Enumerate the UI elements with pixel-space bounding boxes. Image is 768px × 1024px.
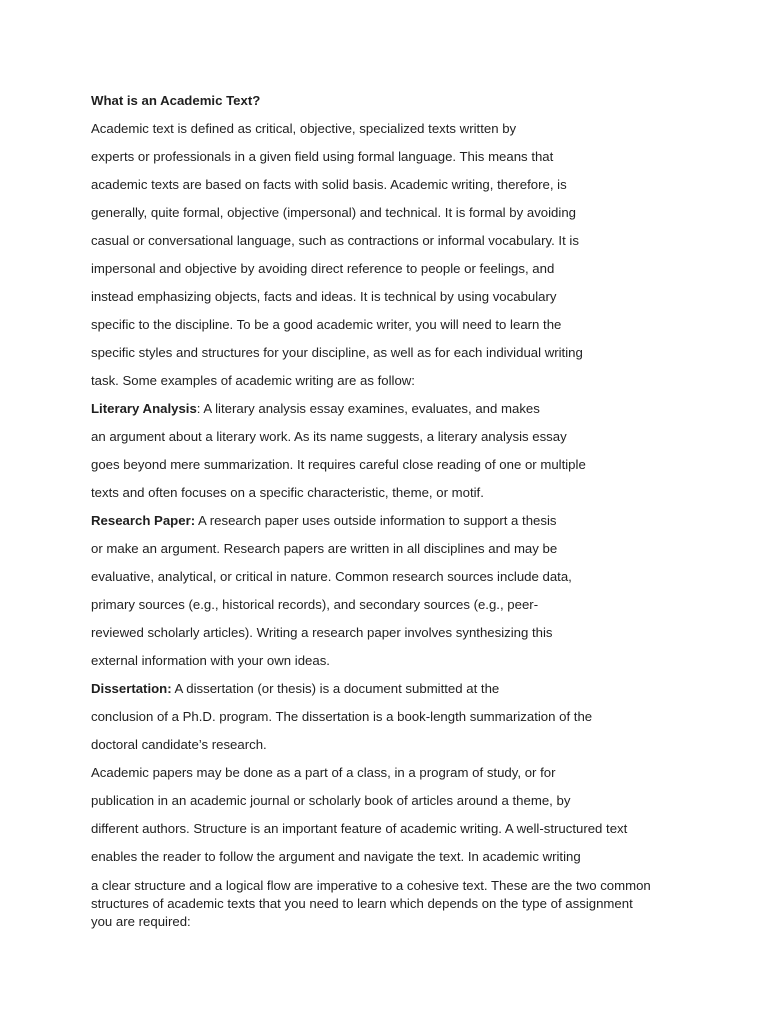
research-paper-line: primary sources (e.g., historical records), and secondary sources (e.g., peer-: [91, 597, 539, 612]
literary-analysis-line: an argument about a literary work. As its name suggests, a literary analysis essay: [91, 429, 567, 444]
research-paper-line: evaluative, analytical, or critical in nature. Common research sources include data,: [91, 569, 572, 584]
literary-analysis-line: goes beyond mere summarization. It requires careful close reading of one or multiple: [91, 457, 586, 472]
dissertation-term: Dissertation:: [91, 681, 172, 696]
dissertation-line: doctoral candidate’s research.: [91, 737, 267, 752]
document-title: What is an Academic Text?: [91, 93, 261, 108]
intro-line: casual or conversational language, such as contractions or informal vocabulary. It is: [91, 233, 579, 248]
intro-line: impersonal and objective by avoiding direct reference to people or feelings, and: [91, 261, 555, 276]
intro-paragraph: [91, 115, 691, 395]
intro-line: specific to the discipline. To be a good academic writer, you will need to learn the: [91, 317, 562, 332]
research-paper-line: or make an argument. Research papers are written in all disciplines and may be: [91, 541, 558, 556]
closing-line: enables the reader to follow the argument and navigate the text. In academic writing: [91, 849, 581, 864]
intro-line: generally, quite formal, objective (impersonal) and technical. It is formal by avoiding: [91, 205, 576, 220]
closing-paragraph: [91, 759, 691, 931]
dissertation-section: [91, 675, 691, 759]
intro-line: instead emphasizing objects, facts and ideas. It is technical by using vocabulary: [91, 289, 557, 304]
dissertation-line: conclusion of a Ph.D. program. The dissertation is a book-length summarization of the: [91, 709, 593, 724]
literary-analysis-text: : A literary analysis essay examines, evaluates, and makes: [196, 401, 540, 416]
literary-analysis-first-line: [91, 395, 691, 423]
research-paper-line: external information with your own ideas.: [91, 653, 330, 668]
research-paper-first-line: [91, 507, 691, 535]
research-paper-text: A research paper uses outside information to support a thesis: [195, 513, 557, 528]
intro-line: academic texts are based on facts with solid basis. Academic writing, therefore, is: [91, 177, 567, 192]
intro-line: experts or professionals in a given field using formal language. This means that: [91, 149, 554, 164]
intro-line: specific styles and structures for your discipline, as well as for each individual writing: [91, 345, 583, 360]
closing-line: a clear structure and a logical flow are imperative to a cohesive text. These are the two common: [91, 878, 651, 893]
document-body: [91, 87, 691, 931]
research-paper-section: [91, 507, 691, 675]
closing-line: you are required:: [91, 914, 191, 929]
literary-analysis-term: Literary Analysis: [91, 401, 197, 416]
closing-line: structures of academic texts that you need to learn which depends on the type of assignment: [91, 896, 633, 911]
dissertation-first-line: [91, 675, 691, 703]
literary-analysis-line: texts and often focuses on a specific characteristic, theme, or motif.: [91, 485, 484, 500]
intro-line: task. Some examples of academic writing are as follow:: [91, 373, 415, 388]
research-paper-line: reviewed scholarly articles). Writing a research paper involves synthesizing this: [91, 625, 553, 640]
research-paper-term: Research Paper:: [91, 513, 196, 528]
literary-analysis-section: [91, 395, 691, 507]
dissertation-text: A dissertation (or thesis) is a document submitted at the: [171, 681, 500, 696]
intro-line: Academic text is defined as critical, objective, specialized texts written by: [91, 121, 517, 136]
closing-line: publication in an academic journal or scholarly book of articles around a theme, by: [91, 793, 571, 808]
closing-line: Academic papers may be done as a part of a class, in a program of study, or for: [91, 765, 556, 780]
closing-line: different authors. Structure is an important feature of academic writing. A well-structured text: [91, 821, 628, 836]
